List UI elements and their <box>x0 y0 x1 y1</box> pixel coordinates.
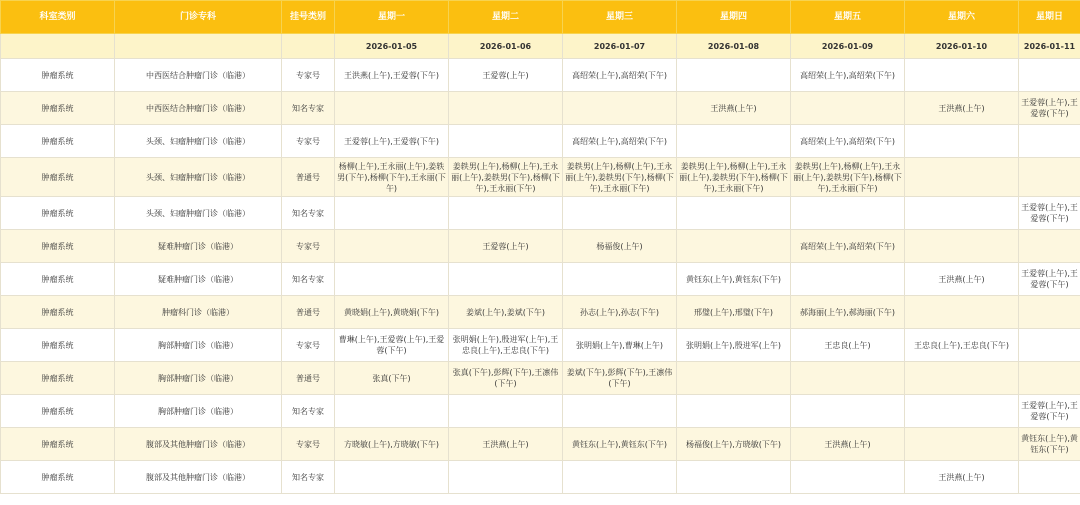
table-cell: 疑难肿瘤门诊（临港） <box>115 230 282 263</box>
table-cell <box>791 395 905 428</box>
table-cell <box>449 92 563 125</box>
table-cell: 中西医结合肿瘤门诊（临港） <box>115 92 282 125</box>
table-cell: 知名专家 <box>282 197 335 230</box>
table-row <box>1 92 1080 125</box>
table-cell <box>563 197 677 230</box>
table-cell: 张明娟(上午),殷进军(上午),王忠良(上午),王忠良(下午) <box>449 329 563 362</box>
table-cell <box>677 59 791 92</box>
table-cell: 高绍荣(上午),高绍荣(下午) <box>791 125 905 158</box>
table-cell: 普通号 <box>282 362 335 395</box>
table-cell: 肿瘤系统 <box>1 461 115 494</box>
table-cell: 王洪燕(上午) <box>905 263 1019 296</box>
table-cell <box>563 263 677 296</box>
table-cell: 王洪燕(上午),王爱蓉(下午) <box>335 59 449 92</box>
table-cell: 肿瘤系统 <box>1 329 115 362</box>
table-cell <box>677 362 791 395</box>
date-cell: 2026-01-07 <box>563 34 677 59</box>
date-cell: 2026-01-10 <box>905 34 1019 59</box>
table-cell: 王爱蓉(上午),王爱蓉(下午) <box>335 125 449 158</box>
table-cell <box>905 125 1019 158</box>
table-cell: 杨柳(上午),王永丽(上午),姜轶男(下午),杨柳(下午),王永丽(下午) <box>335 158 449 197</box>
table-cell: 肿瘤系统 <box>1 263 115 296</box>
table-cell <box>677 197 791 230</box>
table-cell <box>791 461 905 494</box>
table-cell: 腹部及其他肿瘤门诊（临港） <box>115 461 282 494</box>
date-cell: 2026-01-08 <box>677 34 791 59</box>
header-row <box>1 1 1080 34</box>
table-row <box>1 230 1080 263</box>
table-cell <box>905 158 1019 197</box>
table-cell: 专家号 <box>282 125 335 158</box>
column-header: 挂号类别 <box>282 1 335 34</box>
table-cell: 高绍荣(上午),高绍荣(下午) <box>563 59 677 92</box>
table-cell: 曹琳(上午),王爱蓉(上午),王爱蓉(下午) <box>335 329 449 362</box>
table-cell <box>1019 59 1080 92</box>
table-cell <box>449 461 563 494</box>
column-header: 星期一 <box>335 1 449 34</box>
table-cell: 肿瘤系统 <box>1 428 115 461</box>
table-cell: 肿瘤系统 <box>1 395 115 428</box>
table-cell <box>791 92 905 125</box>
table-cell: 胸部肿瘤门诊（临港） <box>115 329 282 362</box>
table-cell: 知名专家 <box>282 461 335 494</box>
column-header: 星期二 <box>449 1 563 34</box>
table-row <box>1 362 1080 395</box>
table-cell <box>563 92 677 125</box>
table-row <box>1 59 1080 92</box>
table-cell <box>677 461 791 494</box>
table-cell: 高绍荣(上午),高绍荣(下午) <box>791 230 905 263</box>
table-cell <box>335 263 449 296</box>
table-cell: 胸部肿瘤门诊（临港） <box>115 362 282 395</box>
table-cell <box>1019 125 1080 158</box>
table-cell <box>1019 158 1080 197</box>
table-cell: 中西医结合肿瘤门诊（临港） <box>115 59 282 92</box>
table-row <box>1 395 1080 428</box>
table-cell: 头颈、妇瘤肿瘤门诊（临港） <box>115 158 282 197</box>
table-cell: 张明娟(上午),殷进军(上午) <box>677 329 791 362</box>
table-cell <box>335 197 449 230</box>
table-cell <box>449 197 563 230</box>
column-header: 星期六 <box>905 1 1019 34</box>
column-header: 星期日 <box>1019 1 1080 34</box>
table-cell <box>791 263 905 296</box>
table-cell: 邢璧(上午),邢璧(下午) <box>677 296 791 329</box>
table-row <box>1 197 1080 230</box>
table-cell <box>335 92 449 125</box>
table-cell: 孙志(上午),孙志(下午) <box>563 296 677 329</box>
table-cell: 知名专家 <box>282 395 335 428</box>
table-cell: 肿瘤系统 <box>1 296 115 329</box>
table-cell <box>905 230 1019 263</box>
table-cell: 王洪燕(上午) <box>905 461 1019 494</box>
table-row <box>1 296 1080 329</box>
table-row <box>1 329 1080 362</box>
column-header: 星期四 <box>677 1 791 34</box>
table-cell: 专家号 <box>282 59 335 92</box>
table-cell <box>677 230 791 263</box>
table-cell <box>1019 296 1080 329</box>
date-cell: 2026-01-09 <box>791 34 905 59</box>
date-cell: 2026-01-11 <box>1019 34 1080 59</box>
date-cell: 2026-01-06 <box>449 34 563 59</box>
table-cell: 专家号 <box>282 329 335 362</box>
table-cell: 张真(下午),彭辉(下午),王凛伟(下午) <box>449 362 563 395</box>
table-row <box>1 125 1080 158</box>
column-header: 门诊专科 <box>115 1 282 34</box>
date-cell <box>115 34 282 59</box>
table-cell: 知名专家 <box>282 92 335 125</box>
table-cell <box>905 296 1019 329</box>
table-cell: 黄钰东(上午),黄钰东(下午) <box>1019 428 1080 461</box>
table-cell: 王忠良(上午) <box>791 329 905 362</box>
table-cell: 王爱蓉(上午),王爱蓉(下午) <box>1019 395 1080 428</box>
table-cell: 姜斌(上午),姜斌(下午) <box>449 296 563 329</box>
column-header: 星期三 <box>563 1 677 34</box>
table-cell <box>449 395 563 428</box>
table-cell <box>1019 461 1080 494</box>
table-cell: 王洪燕(上午) <box>449 428 563 461</box>
table-row <box>1 428 1080 461</box>
table-cell: 肿瘤系统 <box>1 362 115 395</box>
table-cell: 黄钰东(上午),黄钰东(下午) <box>563 428 677 461</box>
table-cell <box>791 362 905 395</box>
table-cell: 张明娟(上午),曹琳(上午) <box>563 329 677 362</box>
table-cell: 胸部肿瘤门诊（临港） <box>115 395 282 428</box>
table-cell: 知名专家 <box>282 263 335 296</box>
table-cell <box>449 125 563 158</box>
table-cell <box>335 395 449 428</box>
table-cell <box>791 197 905 230</box>
table-cell: 姜轶男(上午),杨柳(上午),王永丽(上午),姜轶男(下午),杨柳(下午),王永丽(下午) <box>677 158 791 197</box>
table-row <box>1 263 1080 296</box>
table-cell: 王爱蓉(上午),王爱蓉(下午) <box>1019 197 1080 230</box>
table-cell: 专家号 <box>282 428 335 461</box>
table-cell: 杨福俊(上午),方晓敏(下午) <box>677 428 791 461</box>
table-cell: 高绍荣(上午),高绍荣(下午) <box>563 125 677 158</box>
table-cell: 姜轶男(上午),杨柳(上午),王永丽(上午),姜轶男(下午),杨柳(下午),王永丽(下午) <box>563 158 677 197</box>
table-cell: 高绍荣(上午),高绍荣(下午) <box>791 59 905 92</box>
table-cell: 王爱蓉(上午) <box>449 230 563 263</box>
date-cell: 2026-01-05 <box>335 34 449 59</box>
table-cell: 肿瘤系统 <box>1 158 115 197</box>
table-cell <box>905 197 1019 230</box>
column-header: 星期五 <box>791 1 905 34</box>
table-cell <box>563 395 677 428</box>
table-cell: 姜轶男(上午),杨柳(上午),王永丽(上午),姜轶男(下午),杨柳(下午),王永丽(下午) <box>791 158 905 197</box>
date-cell <box>1 34 115 59</box>
table-row <box>1 461 1080 494</box>
table-cell: 王爱蓉(上午),王爱蓉(下午) <box>1019 263 1080 296</box>
table-cell: 肿瘤系统 <box>1 125 115 158</box>
table-cell: 肿瘤系统 <box>1 230 115 263</box>
table-cell: 普通号 <box>282 158 335 197</box>
table-cell <box>563 461 677 494</box>
column-header: 科室类别 <box>1 1 115 34</box>
table-cell: 王洪燕(上午) <box>677 92 791 125</box>
table-cell <box>677 395 791 428</box>
table-cell: 王爱蓉(上午) <box>449 59 563 92</box>
date-row <box>1 34 1080 59</box>
table-cell: 普通号 <box>282 296 335 329</box>
table-cell: 疑难肿瘤门诊（临港） <box>115 263 282 296</box>
table-cell: 头颈、妇瘤肿瘤门诊（临港） <box>115 125 282 158</box>
table-cell <box>1019 362 1080 395</box>
table-cell: 郝海丽(上午),郝海丽(下午) <box>791 296 905 329</box>
table-cell <box>335 461 449 494</box>
table-cell: 方晓敏(上午),方晓敏(下午) <box>335 428 449 461</box>
table-cell <box>905 59 1019 92</box>
table-cell: 姜轶男(上午),杨柳(上午),王永丽(上午),姜轶男(下午),杨柳(下午),王永丽(下午) <box>449 158 563 197</box>
table-cell: 腹部及其他肿瘤门诊（临港） <box>115 428 282 461</box>
table-cell: 王洪燕(上午) <box>791 428 905 461</box>
table-cell: 姜斌(下午),彭辉(下午),王凛伟(下午) <box>563 362 677 395</box>
table-cell <box>905 362 1019 395</box>
table-cell <box>677 125 791 158</box>
table-cell: 黄晓娟(上午),黄晓娟(下午) <box>335 296 449 329</box>
table-cell: 肿瘤系统 <box>1 197 115 230</box>
table-cell: 黄钰东(上午),黄钰东(下午) <box>677 263 791 296</box>
table-cell: 肿瘤科门诊（临港） <box>115 296 282 329</box>
table-cell: 肿瘤系统 <box>1 59 115 92</box>
table-cell: 专家号 <box>282 230 335 263</box>
table-cell <box>905 395 1019 428</box>
table-cell: 王忠良(上午),王忠良(下午) <box>905 329 1019 362</box>
table-cell: 头颈、妇瘤肿瘤门诊（临港） <box>115 197 282 230</box>
table-cell: 张真(下午) <box>335 362 449 395</box>
table-cell <box>905 428 1019 461</box>
table-cell <box>449 263 563 296</box>
date-cell <box>282 34 335 59</box>
table-row <box>1 158 1080 197</box>
table-cell: 王洪燕(上午) <box>905 92 1019 125</box>
table-cell: 王爱蓉(上午),王爱蓉(下午) <box>1019 92 1080 125</box>
table-cell <box>1019 230 1080 263</box>
table-cell: 肿瘤系统 <box>1 92 115 125</box>
table-cell <box>1019 329 1080 362</box>
table-cell: 杨福俊(上午) <box>563 230 677 263</box>
table-cell <box>335 230 449 263</box>
